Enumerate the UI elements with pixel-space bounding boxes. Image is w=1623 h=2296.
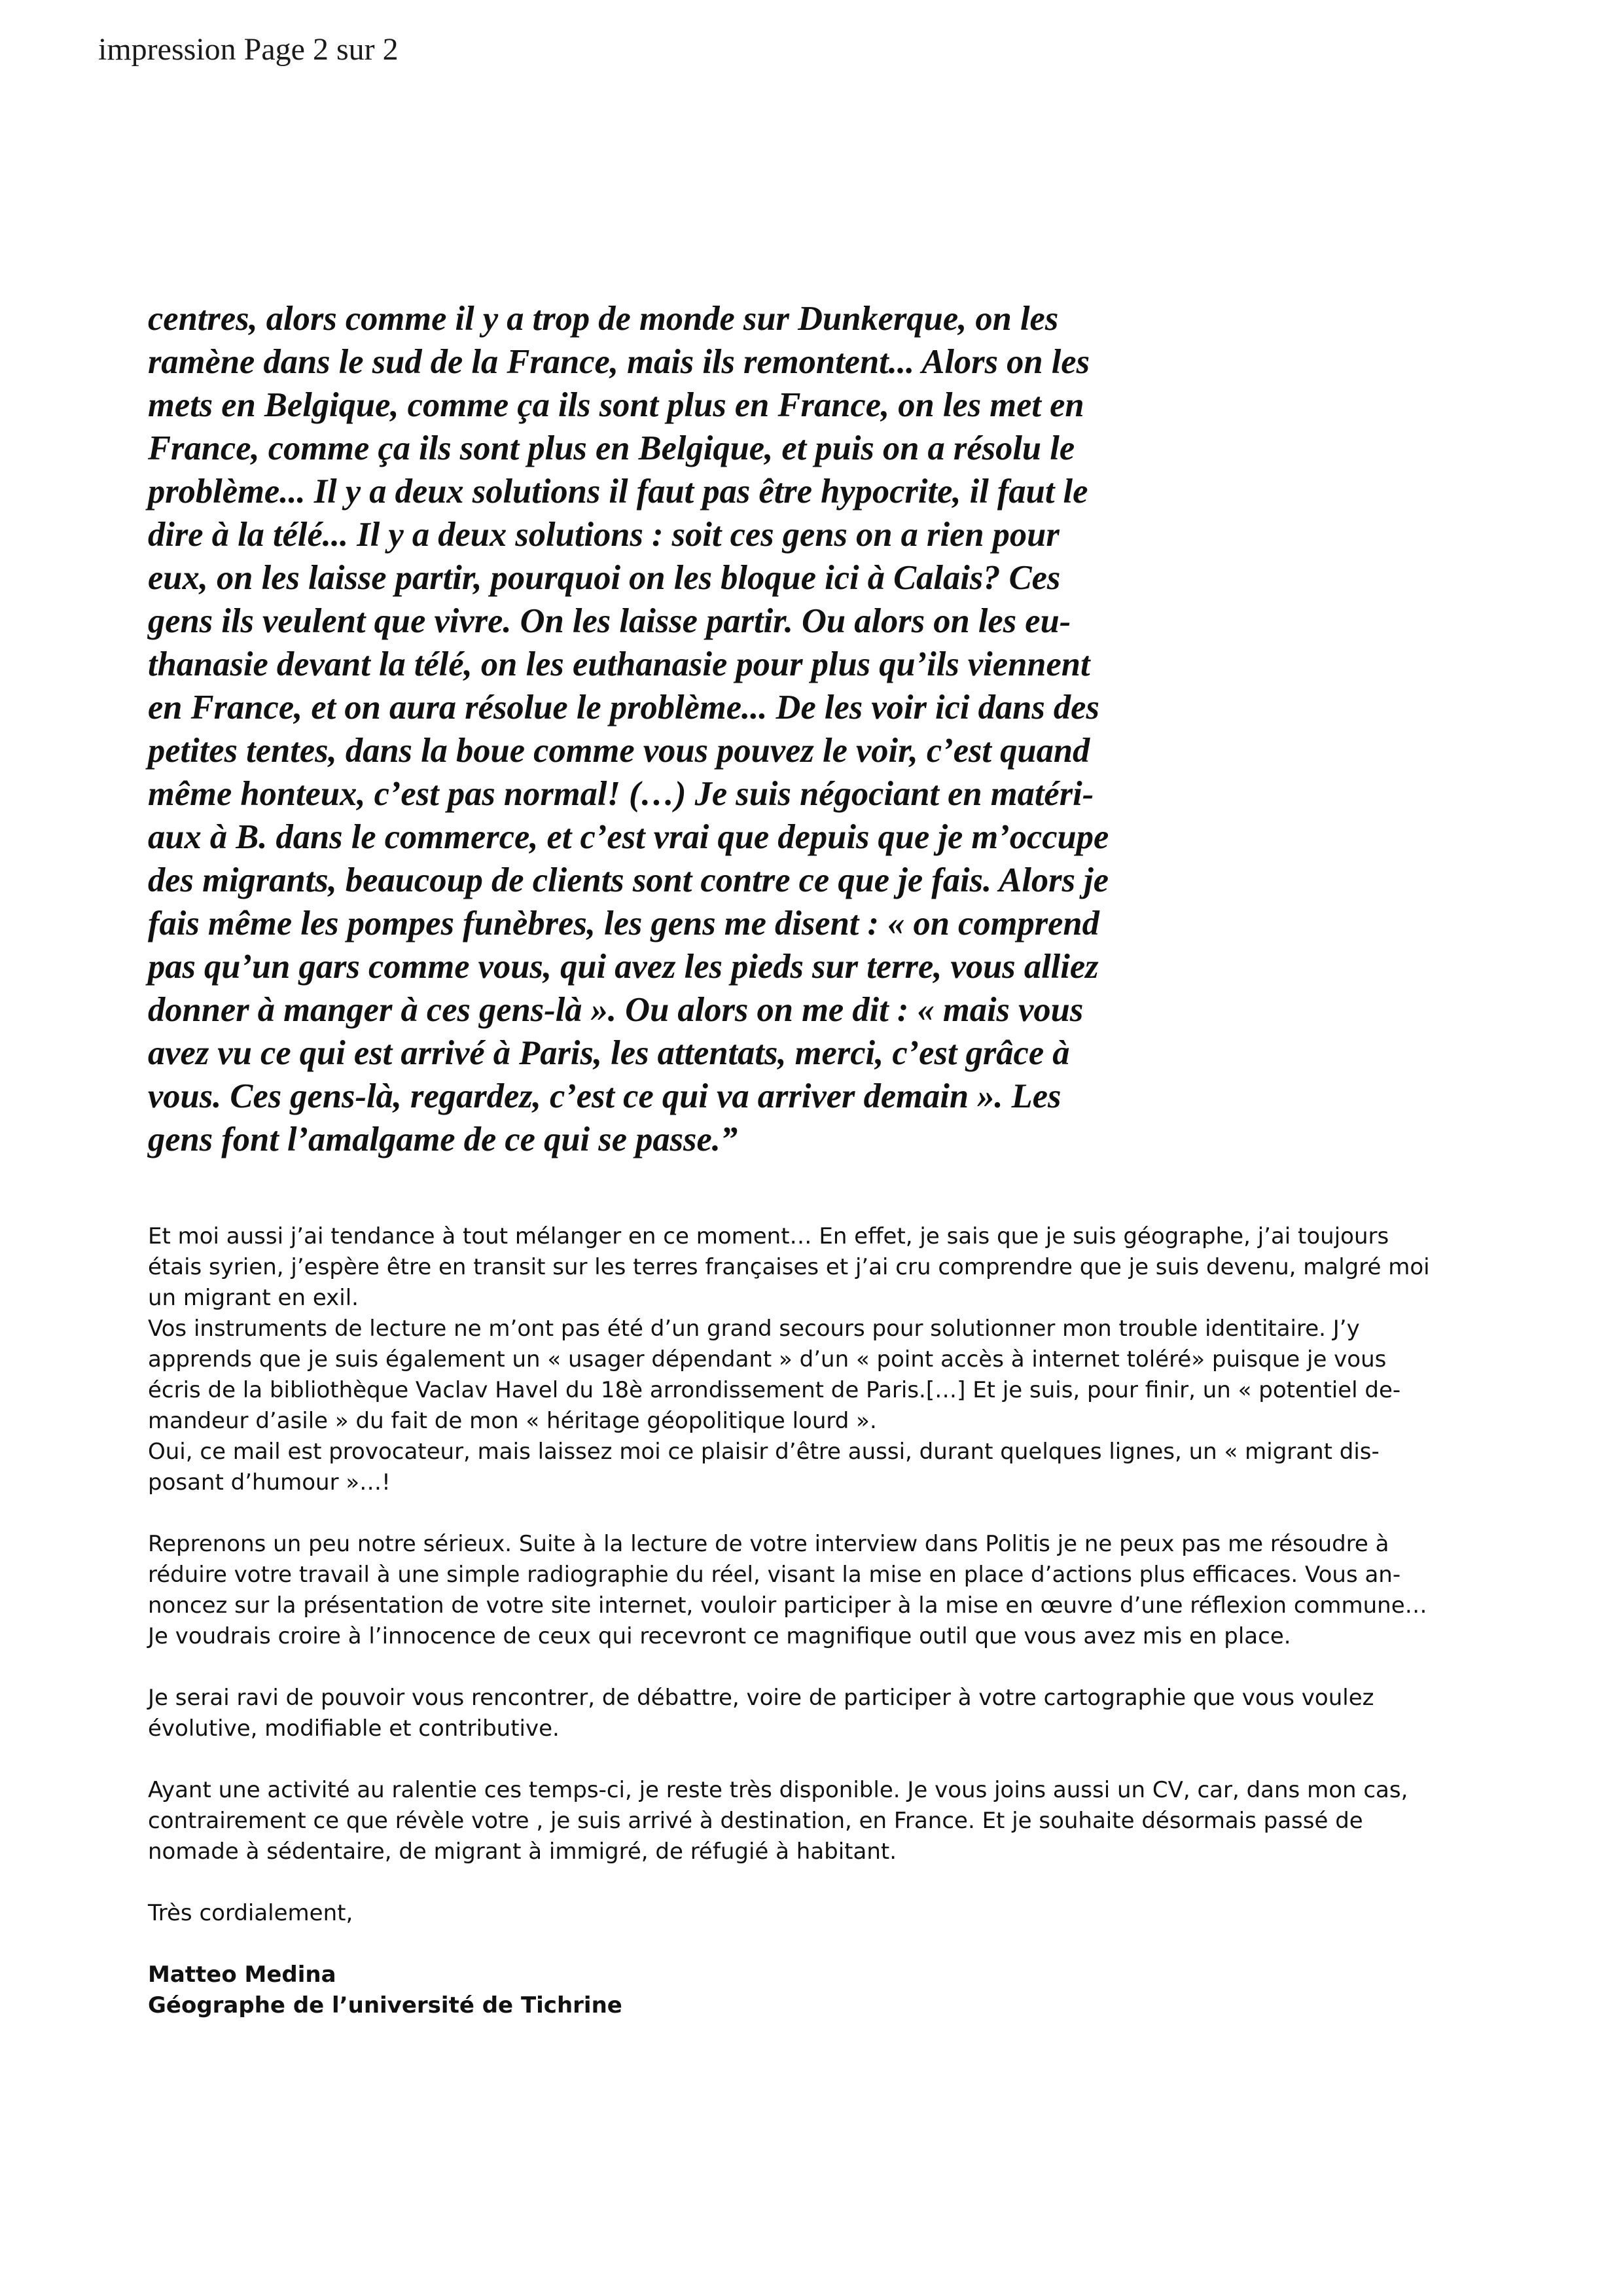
text-line: évolutive, modifiable et contributive. <box>148 1715 560 1742</box>
text-line: nomade à sédentaire, de migrant à immigré, de réfugié à habitant. <box>148 1839 897 1865</box>
print-header: impression Page 2 sur 2 <box>98 32 399 67</box>
text-line: un migrant en exil. <box>148 1285 359 1311</box>
signature-name: Matteo Medina <box>148 1962 336 1988</box>
quote-line: eux, on les laisse partir, pourquoi on les bloque ici à Calais? Ces <box>148 559 1061 597</box>
quote-line: donner à manger à ces gens-là ». Ou alors on me dit : « mais vous <box>148 991 1084 1029</box>
paragraph-gap <box>148 1498 1548 1529</box>
text-line: noncez sur la présentation de votre site internet, vouloir participer à la mise en œuvre d’une réflexion commune… <box>148 1592 1427 1619</box>
text-line: étais syrien, j’espère être en transit sur les terres françaises et j’ai cru comprendre que je suis devenu, malgré moi <box>148 1254 1430 1280</box>
text-line: Ayant une activité au ralentie ces temps-ci, je reste très disponible. Je vous joins aussi un CV, car, dans mon cas, <box>148 1777 1408 1803</box>
paragraph-availability <box>148 1775 1548 1867</box>
text-line: Et moi aussi j’ai tendance à tout mélanger en ce moment… En effet, je sais que je suis géographe, j’ai toujours <box>148 1223 1389 1249</box>
quoted-testimony <box>148 297 1195 1161</box>
text-line: Je serai ravi de pouvoir vous rencontrer, de débattre, voire de participer à votre cartographie que vous voulez <box>148 1685 1374 1711</box>
quote-line: mets en Belgique, comme ça ils sont plus en France, on les met en <box>148 386 1084 424</box>
quote-line: dire à la télé... Il y a deux solutions : soit ces gens on a rien pour <box>148 516 1060 554</box>
text-line: écris de la bibliothèque Vaclav Havel du 18è arrondissement de Paris.[…] Et je suis, pour finir, un « potentiel de- <box>148 1377 1401 1403</box>
text-line: apprends que je suis également un « usager dépendant » d’un « point accès à internet toléré» puisque je vous <box>148 1346 1387 1372</box>
quote-line: problème... Il y a deux solutions il faut pas être hypocrite, il faut le <box>148 473 1088 511</box>
text-line: Reprenons un peu notre sérieux. Suite à la lecture de votre interview dans Politis je ne peux pas me résoudre à <box>148 1531 1389 1557</box>
paragraph-meeting <box>148 1683 1548 1744</box>
quote-line: France, comme ça ils sont plus en Belgique, et puis on a résolu le <box>148 429 1075 467</box>
quote-line: en France, et on aura résolue le problème... De les voir ici dans des <box>148 689 1099 726</box>
signature-title: Géographe de l’université de Tichrine <box>148 1992 622 2018</box>
closing-salutation: Très cordialement, <box>148 1900 353 1926</box>
quote-line: même honteux, c’est pas normal! (…) Je suis négociant en matéri- <box>148 775 1094 813</box>
paragraph-gap <box>148 1652 1548 1683</box>
letter-body <box>148 1221 1548 2021</box>
quote-line: vous. Ces gens-là, regardez, c’est ce qui va arriver demain ». Les <box>148 1077 1061 1115</box>
text-line: posant d’humour »…! <box>148 1469 391 1496</box>
paragraph-identity <box>148 1221 1548 1498</box>
quote-line: avez vu ce qui est arrivé à Paris, les attentats, merci, c’est grâce à <box>148 1034 1070 1072</box>
quote-line: gens ils veulent que vivre. On les laisse partir. Ou alors on les eu- <box>148 602 1071 640</box>
quote-line: centres, alors comme il y a trop de monde sur Dunkerque, on les <box>148 300 1059 338</box>
paragraph-gap <box>148 1867 1548 1898</box>
paragraph-gap <box>148 1744 1548 1775</box>
quote-line: aux à B. dans le commerce, et c’est vrai que depuis que je m’occupe <box>148 818 1109 856</box>
text-line: Oui, ce mail est provocateur, mais laissez moi ce plaisir d’être aussi, durant quelques lignes, un « migrant dis- <box>148 1439 1380 1465</box>
quote-line: thanasie devant la télé, on les euthanasie pour plus qu’ils viennent <box>148 645 1090 683</box>
quote-line: petites tentes, dans la boue comme vous pouvez le voir, c’est quand <box>148 732 1090 770</box>
paragraph-interview <box>148 1529 1548 1652</box>
text-line: réduire votre travail à une simple radiographie du réel, visant la mise en place d’actions plus efficaces. Vous an- <box>148 1562 1401 1588</box>
quote-line: gens font l’amalgame de ce qui se passe.” <box>148 1121 738 1158</box>
text-line: Vos instruments de lecture ne m’ont pas été d’un grand secours pour solutionner mon trouble identitaire. J’y <box>148 1316 1360 1342</box>
text-line: mandeur d’asile » du fait de mon « héritage géopolitique lourd ». <box>148 1408 877 1434</box>
text-line: Je voudrais croire à l’innocence de ceux qui recevront ce magnifique outil que vous avez mis en place. <box>148 1623 1291 1649</box>
quote-line: pas qu’un gars comme vous, qui avez les pieds sur terre, vous alliez <box>148 948 1099 986</box>
quote-line: ramène dans le sud de la France, mais ils remontent... Alors on les <box>148 343 1090 381</box>
quote-line: des migrants, beaucoup de clients sont contre ce que je fais. Alors je <box>148 861 1109 899</box>
quote-line: fais même les pompes funèbres, les gens me disent : « on comprend <box>148 905 1099 942</box>
text-line: contrairement ce que révèle votre , je suis arrivé à destination, en France. Et je souhaite désormais passé de <box>148 1808 1363 1834</box>
paragraph-gap <box>148 1929 1548 1960</box>
